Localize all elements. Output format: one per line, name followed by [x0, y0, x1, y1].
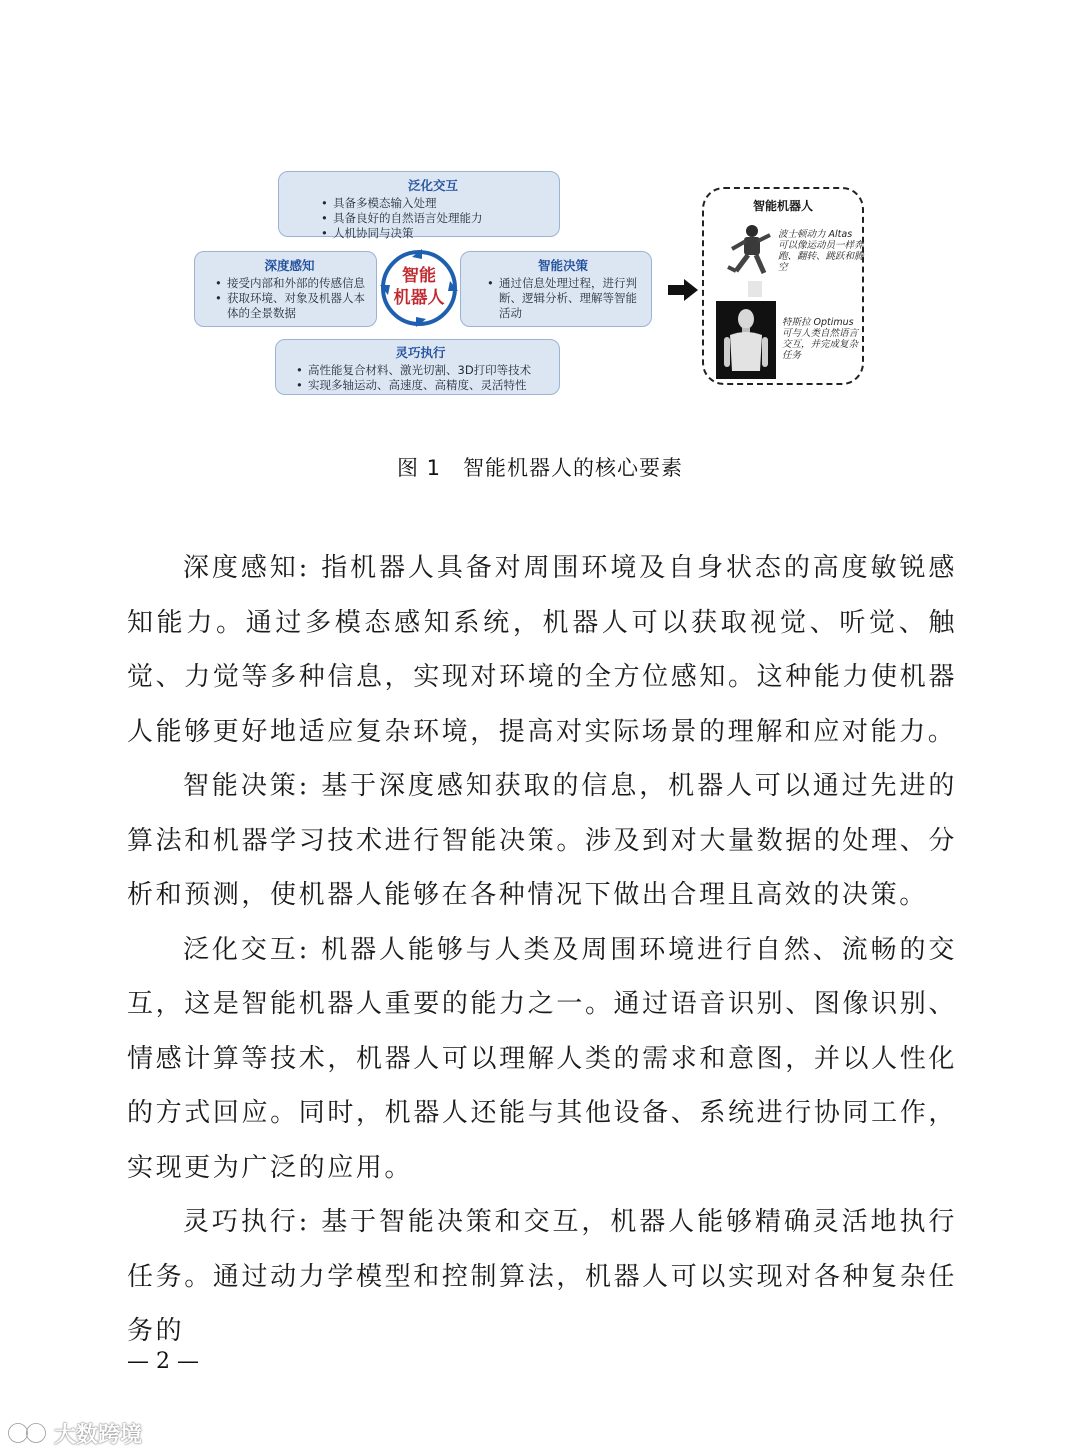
box-item: • 具备多模态输入处理	[333, 196, 551, 211]
figure-caption	[0, 452, 1080, 482]
optimus-robot-image	[716, 301, 776, 379]
box-item: • 获取环境、对象及机器人本体的全景数据	[227, 291, 370, 321]
paragraph-deep-perception	[127, 541, 957, 759]
core-elements-figure	[190, 165, 870, 405]
box-item: • 高性能复合材料、激光切割、3D打印等技术	[308, 363, 551, 378]
box-item: • 通过信息处理过程，进行判断、逻辑分析、理解等智能活动	[499, 276, 645, 321]
paragraph-text: 基于深度感知获取的信息，机器人可以通过先进的算法和机器学习技术进行智能决策。涉及到对大量数据的处理、分析和预测，使机器人能够在各种情况下做出合理且高效的决策。	[127, 771, 957, 910]
dexterous-execution-box	[275, 339, 560, 395]
deep-perception-box	[194, 251, 377, 327]
box-title: 泛化交互	[407, 178, 458, 193]
box-title: 智能决策	[537, 258, 588, 273]
paragraph-text: 机器人能够与人类及周围环境进行自然、流畅的交互，这是智能机器人重要的能力之一。通过语音识别、图像识别、情感计算等技术，机器人可以理解人类的需求和意图，并以人性化的方式回应。同时，机器人还能与其他设备、系统进行协同工作，实现更为广泛的应用。	[127, 934, 957, 1183]
paragraph-generalized-interaction	[127, 923, 957, 1196]
center-label-line2: 机器人	[393, 288, 445, 308]
box-item: • 具备良好的自然语言处理能力	[333, 211, 551, 226]
box-title: 深度感知	[264, 258, 315, 273]
atlas-caption: 波士顿动力 Altas 可以像运动员一样奔跑、翻转、跳跃和腾空	[778, 229, 864, 273]
box-title: 灵巧执行	[395, 345, 446, 360]
paragraph-text: 指机器人具备对周围环境及自身状态的高度敏锐感知能力。通过多模态感知系统，机器人可以获取视觉、听觉、触觉、力觉等多种信息，实现对环境的全方位感知。这种能力使机器人能够更好地适应复杂环境，提高对实际场景的理解和应对能力。	[127, 553, 957, 747]
right-arrow-icon	[668, 279, 698, 301]
logo-mark-icon	[8, 1420, 48, 1446]
optimus-caption: 特斯拉 Optimus 可与人类自然语言交互，并完成复杂任务	[782, 317, 859, 361]
center-label-line1: 智能	[402, 266, 436, 286]
atlas-robot-image	[718, 219, 776, 297]
source-logo	[8, 1418, 142, 1448]
center-cycle	[378, 247, 460, 329]
box-item: • 人机协同与决策	[333, 226, 551, 241]
paragraph-text: 基于智能决策和交互，机器人能够精确灵活地执行任务。通过动力学模型和控制算法，机器人可以实现对各种复杂任务的	[127, 1207, 957, 1346]
generalized-interaction-box	[278, 171, 560, 240]
panel-title: 智能机器人	[752, 199, 813, 213]
paragraph-term: 智能决策:	[183, 771, 311, 801]
logo-text: 大数跨境	[54, 1422, 143, 1448]
intelligent-decision-box	[460, 251, 652, 327]
center-label	[378, 265, 460, 309]
box-item: • 实现多轴运动、高速度、高精度、灵活特性	[308, 378, 551, 393]
paragraph-term: 灵巧执行:	[183, 1207, 311, 1237]
paragraph-term: 泛化交互:	[183, 934, 311, 965]
figure-title: 智能机器人的核心要素	[463, 456, 684, 480]
box-item: • 接受内部和外部的传感信息	[227, 276, 370, 291]
paragraph-intelligent-decision	[127, 759, 957, 923]
page-number: — 2 —	[127, 1349, 199, 1374]
figure-number: 图 1	[396, 456, 442, 480]
paragraph-dexterous-execution	[127, 1195, 957, 1359]
paragraph-term: 深度感知:	[183, 553, 311, 583]
body-text	[127, 541, 957, 1359]
robot-examples-panel	[702, 187, 864, 385]
